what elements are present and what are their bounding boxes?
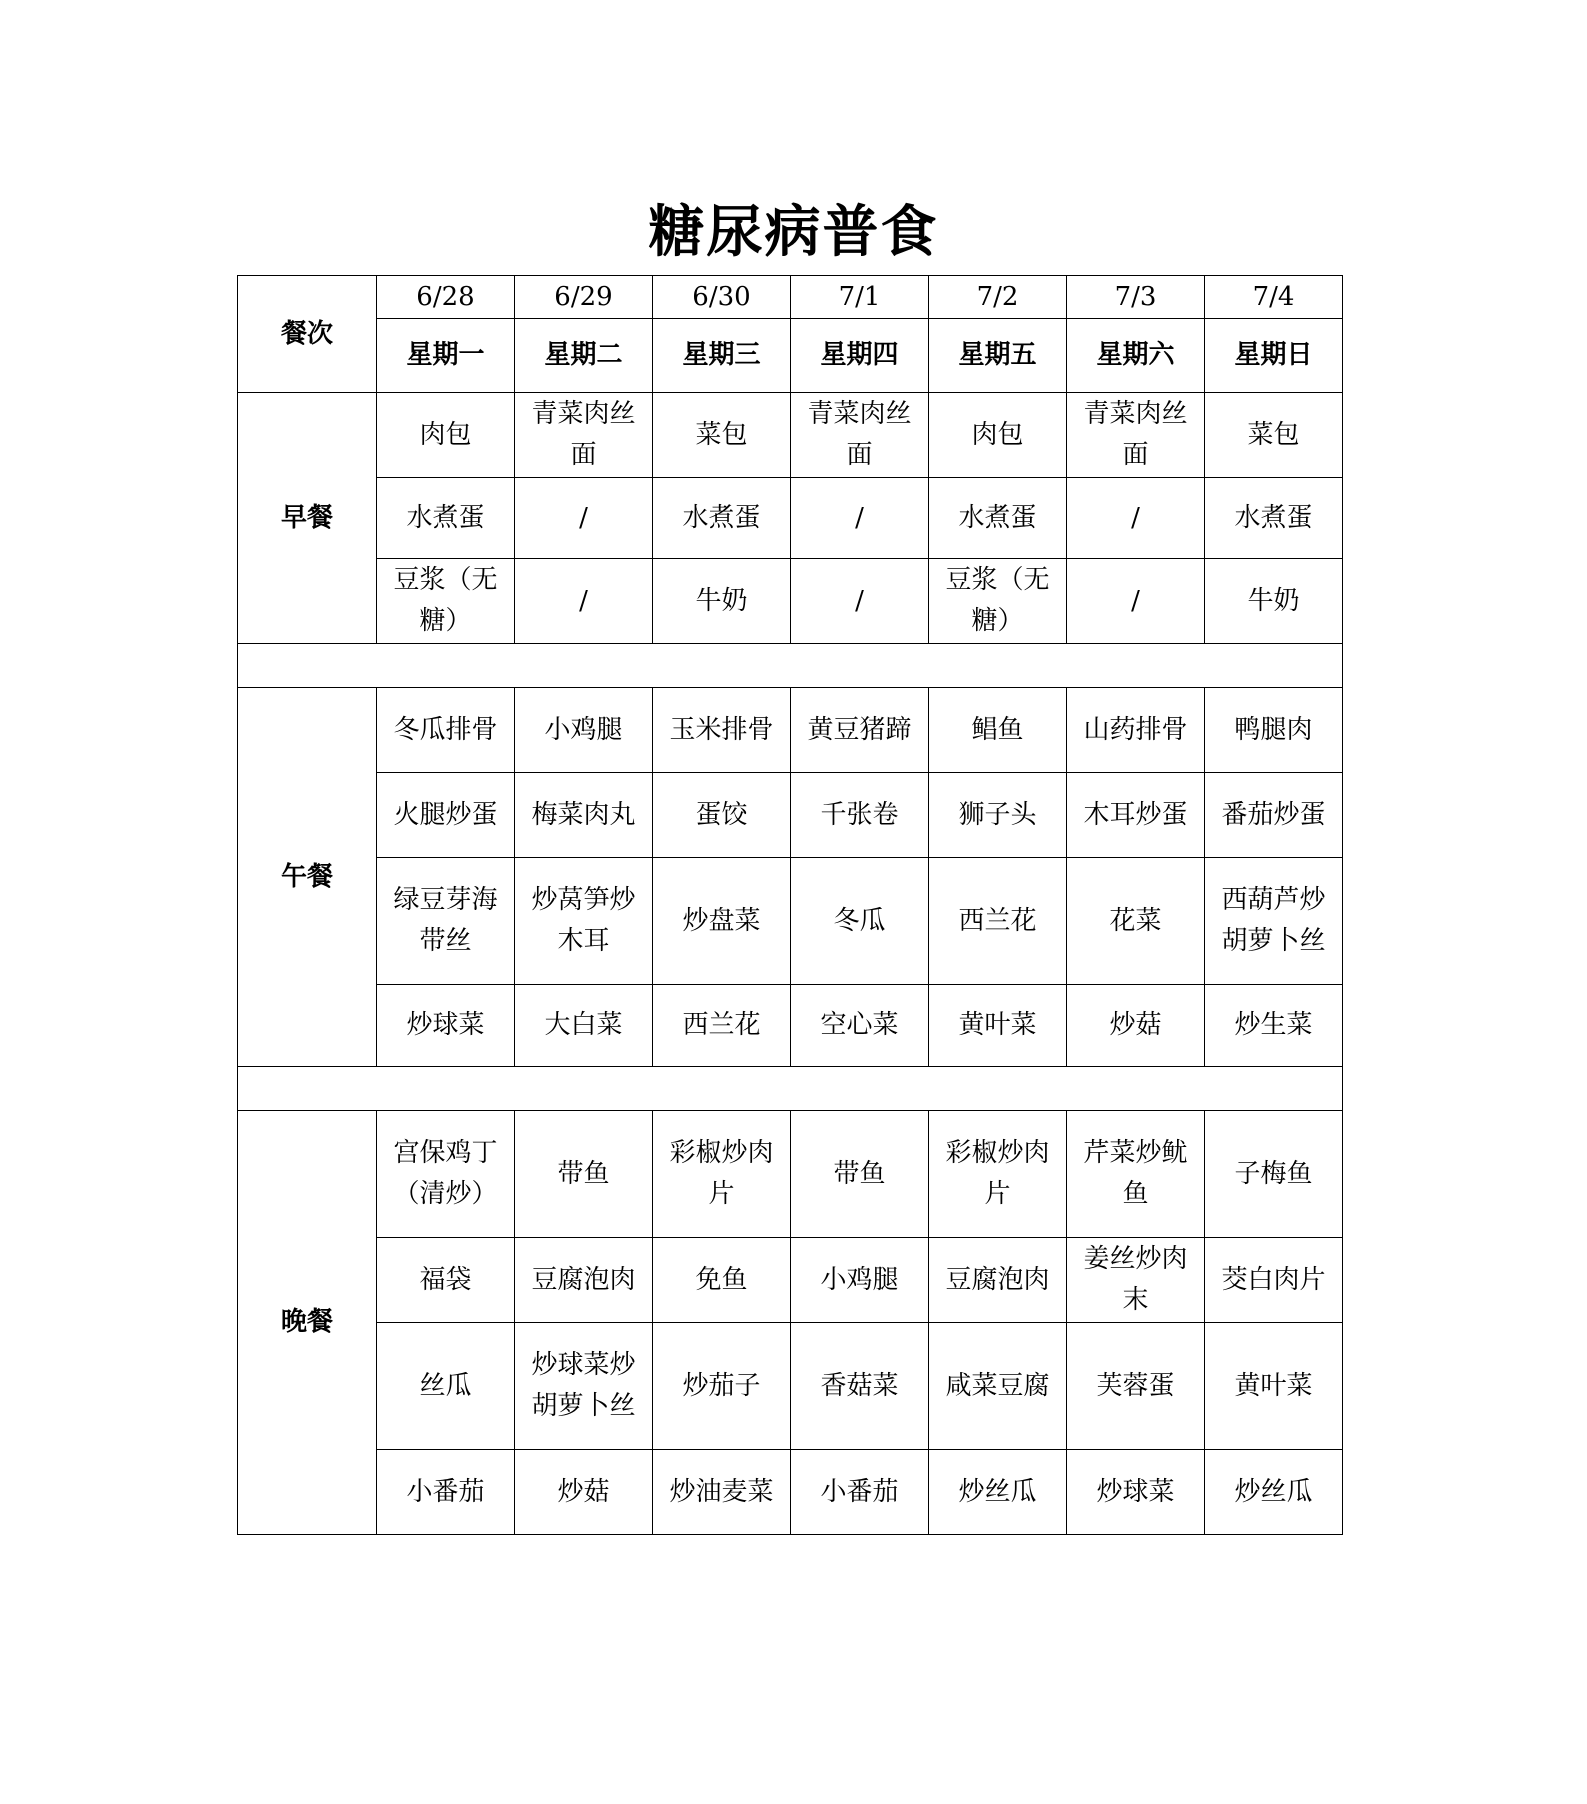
dinner-row: [238, 1450, 1343, 1535]
dish-cell: 黄豆猪蹄: [791, 688, 929, 773]
dish-cell: 炒生菜: [1205, 985, 1343, 1067]
lunch-row: [238, 985, 1343, 1067]
dish-cell: 青菜肉丝面: [515, 393, 653, 478]
dish-cell: 水煮蛋: [377, 478, 515, 559]
lunch-row: [238, 858, 1343, 985]
dish-cell: 狮子头: [929, 773, 1067, 858]
dish-cell: 福袋: [377, 1238, 515, 1323]
dish-cell: 丝瓜: [377, 1323, 515, 1450]
weekday-row: [238, 319, 1343, 393]
dish-cell: 炒球菜炒胡萝卜丝: [515, 1323, 653, 1450]
dish-cell: /: [791, 478, 929, 559]
dish-cell: /: [515, 478, 653, 559]
dish-cell: 青菜肉丝面: [791, 393, 929, 478]
dish-cell: 子梅鱼: [1205, 1111, 1343, 1238]
weekday-cell: 星期三: [653, 319, 791, 393]
dish-cell: 空心菜: [791, 985, 929, 1067]
dish-cell: 炒丝瓜: [1205, 1450, 1343, 1535]
dish-cell: 炒莴笋炒木耳: [515, 858, 653, 985]
section-spacer-row: [238, 644, 1343, 688]
dish-cell: /: [1067, 478, 1205, 559]
dish-cell: 肉包: [377, 393, 515, 478]
dish-cell: 小鸡腿: [515, 688, 653, 773]
lunch-row: [238, 688, 1343, 773]
meal-schedule-table: [237, 275, 1343, 1535]
dish-cell: 小鸡腿: [791, 1238, 929, 1323]
dish-cell: 青菜肉丝面: [1067, 393, 1205, 478]
breakfast-row: [238, 393, 1343, 478]
dish-cell: 梅菜肉丸: [515, 773, 653, 858]
dinner-row: [238, 1111, 1343, 1238]
dish-cell: 番茄炒蛋: [1205, 773, 1343, 858]
lunch-row: [238, 773, 1343, 858]
dish-cell: 香菇菜: [791, 1323, 929, 1450]
date-cell: 7/1: [791, 276, 929, 319]
dish-cell: 鲳鱼: [929, 688, 1067, 773]
date-row: [238, 276, 1343, 319]
dish-cell: 炒球菜: [1067, 1450, 1205, 1535]
dish-cell: 牛奶: [653, 559, 791, 644]
breakfast-label: 早餐: [238, 393, 377, 644]
dish-cell: 炒菇: [1067, 985, 1205, 1067]
section-spacer: [238, 1067, 1343, 1111]
date-cell: 6/28: [377, 276, 515, 319]
dish-cell: 免鱼: [653, 1238, 791, 1323]
dish-cell: 炒盘菜: [653, 858, 791, 985]
weekday-cell: 星期四: [791, 319, 929, 393]
breakfast-row: [238, 559, 1343, 644]
meal-header-label: 餐次: [238, 276, 377, 393]
dish-cell: 绿豆芽海带丝: [377, 858, 515, 985]
dish-cell: 豆腐泡肉: [929, 1238, 1067, 1323]
weekday-cell: 星期六: [1067, 319, 1205, 393]
dish-cell: 炒茄子: [653, 1323, 791, 1450]
dish-cell: /: [791, 559, 929, 644]
dish-cell: 大白菜: [515, 985, 653, 1067]
dish-cell: 小番茄: [377, 1450, 515, 1535]
date-cell: 7/3: [1067, 276, 1205, 319]
dinner-row: [238, 1323, 1343, 1450]
dish-cell: 火腿炒蛋: [377, 773, 515, 858]
weekday-cell: 星期日: [1205, 319, 1343, 393]
lunch-label: 午餐: [238, 688, 377, 1067]
dish-cell: 冬瓜排骨: [377, 688, 515, 773]
dish-cell: 咸菜豆腐: [929, 1323, 1067, 1450]
date-cell: 6/29: [515, 276, 653, 319]
dish-cell: 玉米排骨: [653, 688, 791, 773]
dish-cell: 黄叶菜: [1205, 1323, 1343, 1450]
dish-cell: 菜包: [1205, 393, 1343, 478]
dish-cell: 姜丝炒肉末: [1067, 1238, 1205, 1323]
dish-cell: 西葫芦炒胡萝卜丝: [1205, 858, 1343, 985]
dish-cell: 芹菜炒鱿鱼: [1067, 1111, 1205, 1238]
dish-cell: 彩椒炒肉片: [653, 1111, 791, 1238]
dish-cell: 牛奶: [1205, 559, 1343, 644]
date-cell: 7/2: [929, 276, 1067, 319]
dish-cell: 豆腐泡肉: [515, 1238, 653, 1323]
dish-cell: /: [1067, 559, 1205, 644]
dish-cell: 冬瓜: [791, 858, 929, 985]
dish-cell: 小番茄: [791, 1450, 929, 1535]
dish-cell: 山药排骨: [1067, 688, 1205, 773]
dish-cell: 带鱼: [515, 1111, 653, 1238]
weekday-cell: 星期二: [515, 319, 653, 393]
dish-cell: 炒丝瓜: [929, 1450, 1067, 1535]
dish-cell: 炒菇: [515, 1450, 653, 1535]
weekday-cell: 星期五: [929, 319, 1067, 393]
dish-cell: 木耳炒蛋: [1067, 773, 1205, 858]
dish-cell: 肉包: [929, 393, 1067, 478]
dish-cell: 水煮蛋: [929, 478, 1067, 559]
dish-cell: 西兰花: [929, 858, 1067, 985]
dish-cell: 带鱼: [791, 1111, 929, 1238]
dinner-label: 晚餐: [238, 1111, 377, 1535]
page-title: 糖尿病普食: [648, 199, 939, 265]
dish-cell: 黄叶菜: [929, 985, 1067, 1067]
dish-cell: 花菜: [1067, 858, 1205, 985]
dish-cell: /: [515, 559, 653, 644]
dish-cell: 茭白肉片: [1205, 1238, 1343, 1323]
dish-cell: 豆浆（无糖）: [377, 559, 515, 644]
weekday-cell: 星期一: [377, 319, 515, 393]
section-spacer: [238, 644, 1343, 688]
dish-cell: 芙蓉蛋: [1067, 1323, 1205, 1450]
dish-cell: 菜包: [653, 393, 791, 478]
dish-cell: 鸭腿肉: [1205, 688, 1343, 773]
date-cell: 6/30: [653, 276, 791, 319]
dish-cell: 西兰花: [653, 985, 791, 1067]
dish-cell: 豆浆（无糖）: [929, 559, 1067, 644]
dish-cell: 水煮蛋: [653, 478, 791, 559]
dish-cell: 蛋饺: [653, 773, 791, 858]
date-cell: 7/4: [1205, 276, 1343, 319]
dish-cell: 彩椒炒肉片: [929, 1111, 1067, 1238]
dish-cell: 炒球菜: [377, 985, 515, 1067]
dinner-row: [238, 1238, 1343, 1323]
dish-cell: 炒油麦菜: [653, 1450, 791, 1535]
dish-cell: 千张卷: [791, 773, 929, 858]
dish-cell: 宫保鸡丁（清炒）: [377, 1111, 515, 1238]
dish-cell: 水煮蛋: [1205, 478, 1343, 559]
section-spacer-row: [238, 1067, 1343, 1111]
breakfast-row: [238, 478, 1343, 559]
